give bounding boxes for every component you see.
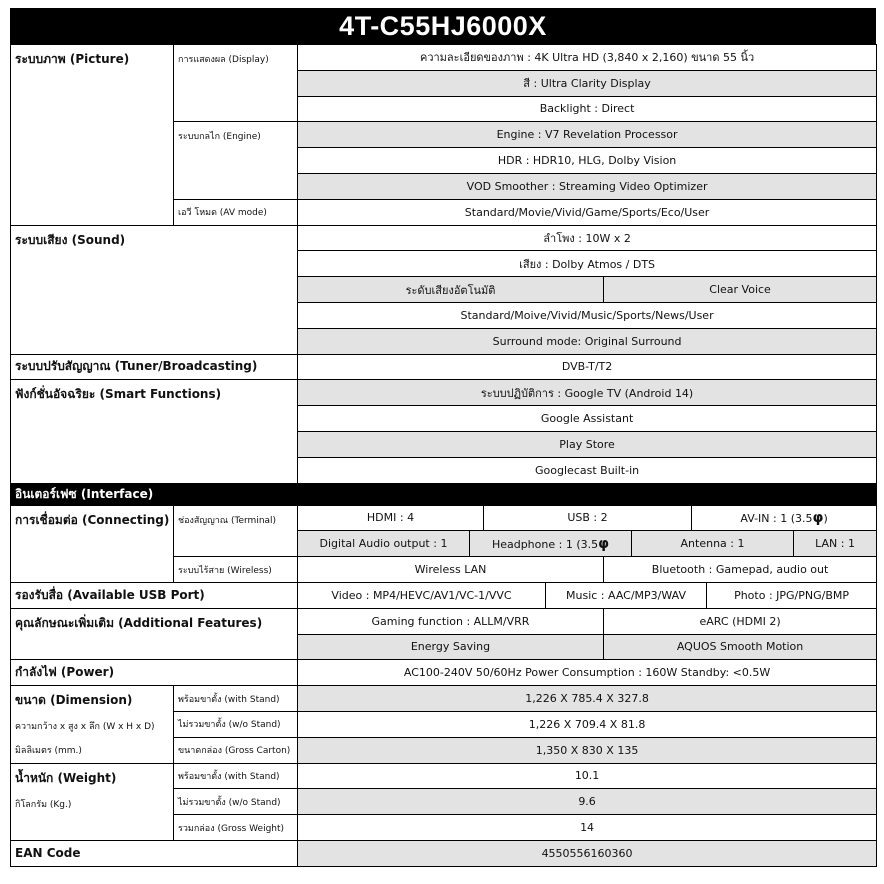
sound-modes-value: Standard/Moive/Vivid/Music/Sports/News/User <box>298 302 877 328</box>
picture-category: ระบบภาพ (Picture) <box>11 45 174 226</box>
spec-sheet <box>10 8 876 867</box>
dim-carton-value: 1,350 X 830 X 135 <box>298 737 877 763</box>
googlecast-value: Googlecast Built-in <box>298 457 877 483</box>
hdmi-value: HDMI : 4 <box>298 505 484 531</box>
dim-with-stand-value: 1,226 X 785.4 X 327.8 <box>298 686 877 712</box>
energy-saving-value: Energy Saving <box>298 634 604 660</box>
power-value: AC100-240V 50/60Hz Power Consumption : 160W Standby: <0.5W <box>298 660 877 686</box>
auto-level-value: ระดับเสียงอัตโนมัติ <box>298 277 604 303</box>
audio-value: เสียง : Dolby Atmos / DTS <box>298 251 877 277</box>
connecting-category: การเชื่อมต่อ (Connecting) <box>11 505 174 582</box>
wt-wo-stand-value: 9.6 <box>298 789 877 815</box>
ean-category: EAN Code <box>11 840 298 866</box>
assistant-value: Google Assistant <box>298 406 877 432</box>
engine-value: Engine : V7 Revelation Processor <box>298 122 877 148</box>
smart-category: ฟังก์ชั่นอัจฉริยะ (Smart Functions) <box>11 380 298 483</box>
earc-value: eARC (HDMI 2) <box>604 608 877 634</box>
terminal-subcategory: ช่องสัญญาณ (Terminal) <box>174 505 298 557</box>
weight-unit-note: กิโลกรัม (Kg.) <box>15 799 72 810</box>
usb-support-category: รองรับสื่อ (Available USB Port) <box>11 582 298 608</box>
interface-section-header: อินเตอร์เฟซ (Interface) <box>11 483 877 505</box>
tuner-value: DVB-T/T2 <box>298 354 877 380</box>
dimension-category <box>11 686 174 763</box>
color-value: สี : Ultra Clarity Display <box>298 70 877 96</box>
model-title: 4T-C55HJ6000X <box>10 8 876 44</box>
antenna-value: Antenna : 1 <box>632 531 794 557</box>
display-subcategory: การแสดงผล (Display) <box>174 45 298 122</box>
clear-voice-value: Clear Voice <box>604 277 877 303</box>
usb-value: USB : 2 <box>484 505 692 531</box>
spec-table <box>10 44 877 867</box>
av-mode-value: Standard/Movie/Vivid/Game/Sports/Eco/User <box>298 199 877 225</box>
usb-photo-value: Photo : JPG/PNG/BMP <box>707 582 877 608</box>
wt-with-stand-label: พร้อมขาตั้ง (with Stand) <box>174 763 298 789</box>
dim-wo-stand-label: ไม่รวมขาตั้ง (w/o Stand) <box>174 711 298 737</box>
resolution-value: ความละเอียดของภาพ : 4K Ultra HD (3,840 x 2,160) ขนาด 55 นิ้ว <box>298 45 877 71</box>
dimension-whd-note: ความกว้าง x สูง x ลึก (W x H x D) <box>15 722 155 733</box>
dimension-label: ขนาด (Dimension) <box>15 693 133 708</box>
hdr-value: HDR : HDR10, HLG, Dolby Vision <box>298 148 877 174</box>
weight-category <box>11 763 174 840</box>
backlight-value: Backlight : Direct <box>298 96 877 122</box>
aquos-motion-value: AQUOS Smooth Motion <box>604 634 877 660</box>
wireless-subcategory: ระบบไร้สาย (Wireless) <box>174 557 298 583</box>
wt-wo-stand-label: ไม่รวมขาตั้ง (w/o Stand) <box>174 789 298 815</box>
surround-value: Surround mode: Original Surround <box>298 328 877 354</box>
wt-gross-value: 14 <box>298 815 877 841</box>
usb-video-value: Video : MP4/HEVC/AV1/VC-1/VVC <box>298 582 546 608</box>
weight-label: น้ำหนัก (Weight) <box>15 770 117 785</box>
os-value: ระบบปฏิบัติการ : Google TV (Android 14) <box>298 380 877 406</box>
power-category: กำลังไฟ (Power) <box>11 660 298 686</box>
lan-value: LAN : 1 <box>794 531 877 557</box>
ean-value: 4550556160360 <box>298 840 877 866</box>
dim-wo-stand-value: 1,226 X 709.4 X 81.8 <box>298 711 877 737</box>
av-mode-subcategory: เอวี โหมด (AV mode) <box>174 199 298 225</box>
av-in-value: AV-IN : 1 (3.5φ) <box>692 505 877 531</box>
play-store-value: Play Store <box>298 431 877 457</box>
dim-with-stand-label: พร้อมขาตั้ง (with Stand) <box>174 686 298 712</box>
usb-music-value: Music : AAC/MP3/WAV <box>546 582 707 608</box>
wireless-lan-value: Wireless LAN <box>298 557 604 583</box>
wt-gross-label: รวมกล่อง (Gross Weight) <box>174 815 298 841</box>
tuner-category: ระบบปรับสัญญาณ (Tuner/Broadcasting) <box>11 354 298 380</box>
speaker-value: ลำโพง : 10W x 2 <box>298 225 877 251</box>
sound-category: ระบบเสียง (Sound) <box>11 225 298 354</box>
wt-with-stand-value: 10.1 <box>298 763 877 789</box>
engine-subcategory: ระบบกลไก (Engine) <box>174 122 298 199</box>
dim-carton-label: ขนาดกล่อง (Gross Carton) <box>174 737 298 763</box>
dimension-unit-note: มิลลิเมตร (mm.) <box>15 746 82 757</box>
additional-category: คุณลักษณะเพิ่มเติม (Additional Features) <box>11 608 298 660</box>
gaming-value: Gaming function : ALLM/VRR <box>298 608 604 634</box>
digital-audio-value: Digital Audio output : 1 <box>298 531 470 557</box>
bluetooth-value: Bluetooth : Gamepad, audio out <box>604 557 877 583</box>
headphone-value: Headphone : 1 (3.5φ <box>470 531 632 557</box>
vod-value: VOD Smoother : Streaming Video Optimizer <box>298 173 877 199</box>
